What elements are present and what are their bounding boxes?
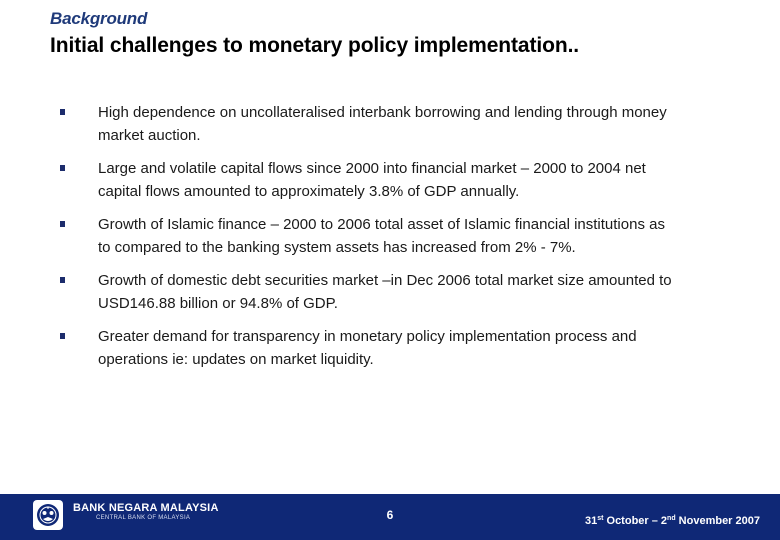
square-bullet-icon: [60, 221, 65, 227]
bullet-item: [60, 213, 720, 259]
date-start-month: October –: [603, 515, 661, 527]
bullet-text-line: Growth of Islamic finance – 2000 to 2006 total asset of Islamic financial institutions as: [98, 216, 665, 233]
bank-name: BANK NEGARA MALAYSIA: [73, 502, 219, 514]
bullet-text-line: Greater demand for transparency in monetary policy implementation process and: [98, 328, 637, 345]
bullet-text-line: High dependence on uncollateralised interbank borrowing and lending through money: [98, 104, 667, 121]
slide-title: Initial challenges to monetary policy implementation..: [50, 34, 580, 57]
square-bullet-icon: [60, 165, 65, 171]
date-end-rest: November 2007: [675, 515, 760, 527]
page-number: 6: [386, 508, 394, 522]
bullet-text-line: market auction.: [98, 127, 201, 144]
bullet-item: [60, 101, 720, 147]
date-end-day: 2: [660, 515, 668, 527]
bullet-text-line: USD146.88 billion or 94.8% of GDP.: [98, 295, 338, 312]
bullet-list: [60, 101, 720, 381]
square-bullet-icon: [60, 277, 65, 283]
section-label: Background: [50, 9, 148, 28]
bullet-text-line: Large and volatile capital flows since 2000 into financial market – 2000 to 2004 net: [98, 160, 646, 177]
footer-bar: [0, 494, 780, 540]
event-date: [585, 515, 760, 527]
bullet-item: [60, 269, 720, 315]
bullet-item: [60, 325, 720, 371]
square-bullet-icon: [60, 109, 65, 115]
bullet-text-line: capital flows amounted to approximately 3.8% of GDP annually.: [98, 183, 520, 200]
date-start-suffix: st: [597, 515, 604, 522]
bullet-text-line: operations ie: updates on market liquidity.: [98, 351, 374, 368]
date-start-day: 31: [584, 515, 598, 527]
bullet-text-line: Growth of domestic debt securities market –in Dec 2006 total market size amounted to: [98, 272, 672, 289]
bank-subname: CENTRAL BANK OF MALAYSIA: [96, 515, 191, 521]
bullet-text-line: to compared to the banking system assets has increased from 2% - 7%.: [98, 239, 576, 256]
square-bullet-icon: [60, 333, 65, 339]
date-end-suffix: nd: [667, 515, 676, 522]
bank-negara-emblem-icon: [33, 500, 63, 530]
bullet-item: [60, 157, 720, 203]
